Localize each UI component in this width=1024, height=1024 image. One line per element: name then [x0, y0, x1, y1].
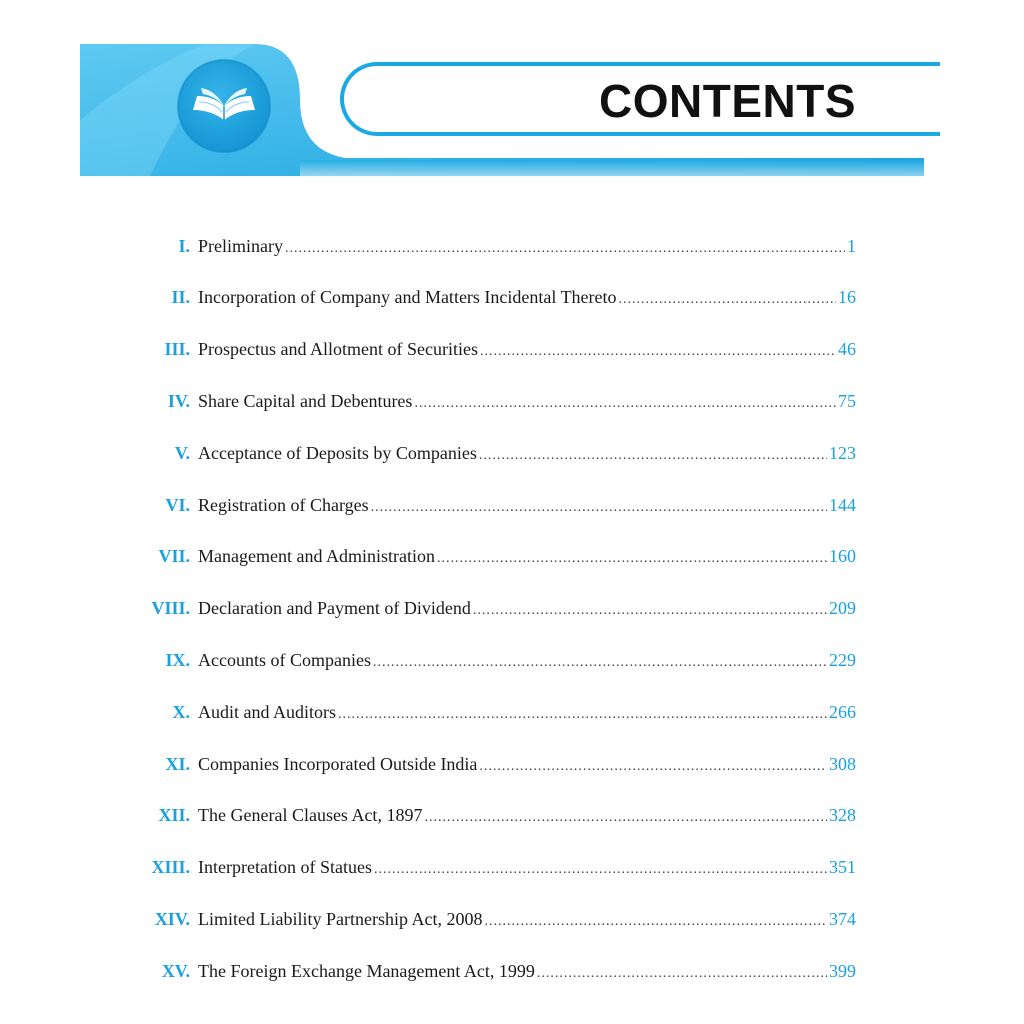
- toc-entry[interactable]: [0, 589, 1024, 629]
- dot-leader: [479, 759, 827, 775]
- toc-entry[interactable]: [0, 330, 1024, 370]
- dot-leader: [437, 551, 827, 567]
- chapter-number: XII.: [158, 805, 190, 826]
- chapter-title: Companies Incorporated Outside India: [198, 753, 478, 774]
- toc-entry-body: [198, 961, 856, 982]
- toc-entry[interactable]: [0, 433, 1024, 473]
- toc-entry[interactable]: [0, 537, 1024, 577]
- dot-leader: [374, 862, 827, 878]
- page-number: 160: [829, 546, 856, 567]
- toc-entry[interactable]: [0, 848, 1024, 888]
- dot-leader: [537, 966, 827, 982]
- dot-leader: [285, 241, 845, 257]
- dot-leader: [479, 448, 827, 464]
- page-number: 46: [838, 339, 856, 360]
- chapter-number: V.: [174, 442, 190, 463]
- chapter-title: Share Capital and Debentures: [198, 390, 413, 411]
- toc-entry-body: [198, 702, 856, 723]
- dot-leader: [424, 810, 827, 826]
- page-number: 144: [829, 494, 856, 515]
- chapter-title: Accounts of Companies: [198, 649, 371, 670]
- chapter-number: VIII.: [151, 598, 190, 619]
- chapter-title: Audit and Auditors: [198, 701, 336, 722]
- chapter-title: The Foreign Exchange Management Act, 1999: [198, 960, 535, 981]
- open-book-icon: [189, 82, 259, 132]
- toc-entry[interactable]: [0, 899, 1024, 939]
- toc-entry-body: [198, 287, 856, 308]
- page-number: 209: [829, 598, 856, 619]
- chapter-number: III.: [164, 339, 190, 360]
- chapter-title: Preliminary: [198, 235, 283, 256]
- toc-entry-body: [198, 495, 856, 516]
- toc-entry-body: [198, 805, 856, 826]
- toc-entry-body: [198, 857, 856, 878]
- chapter-number: VI.: [165, 494, 190, 515]
- chapter-title: The General Clauses Act, 1897: [198, 805, 423, 826]
- toc-entry-body: [198, 443, 856, 464]
- toc-entry[interactable]: [0, 278, 1024, 318]
- toc-entry[interactable]: [0, 951, 1024, 991]
- dot-leader: [473, 603, 827, 619]
- toc-entry-body: [198, 598, 856, 619]
- toc-entry[interactable]: [0, 640, 1024, 680]
- toc-entry[interactable]: [0, 796, 1024, 836]
- toc-entry[interactable]: [0, 692, 1024, 732]
- dot-leader: [619, 292, 836, 308]
- chapter-title: Declaration and Payment of Dividend: [198, 598, 471, 619]
- page-number: 1: [847, 235, 856, 256]
- dot-leader: [373, 655, 827, 671]
- chapter-title: Incorporation of Company and Matters Incidental Thereto: [198, 287, 617, 308]
- chapter-number: XI.: [165, 753, 190, 774]
- page-number: 308: [829, 753, 856, 774]
- dot-leader: [480, 344, 836, 360]
- page-number: 266: [829, 701, 856, 722]
- toc-entry-body: [198, 546, 856, 567]
- toc-entry-body: [198, 650, 856, 671]
- toc-entry-body: [198, 236, 856, 257]
- toc-entry[interactable]: [0, 226, 1024, 266]
- chapter-number: VII.: [158, 546, 190, 567]
- chapter-title: Limited Liability Partnership Act, 2008: [198, 908, 483, 929]
- page-number: 75: [838, 390, 856, 411]
- chapter-number: XIV.: [154, 908, 190, 929]
- toc-entry[interactable]: [0, 744, 1024, 784]
- header-banner: [0, 0, 1024, 200]
- page-number: 123: [829, 442, 856, 463]
- dot-leader: [414, 396, 836, 412]
- chapter-title: Acceptance of Deposits by Companies: [198, 442, 477, 463]
- chapter-number: IV.: [167, 390, 190, 411]
- chapter-number: X.: [172, 701, 190, 722]
- page-number: 374: [829, 908, 856, 929]
- chapter-number: XIII.: [151, 857, 190, 878]
- page-title: CONTENTS: [599, 75, 856, 127]
- chapter-number: II.: [171, 287, 190, 308]
- chapter-number: XV.: [161, 960, 190, 981]
- toc-entry-body: [198, 754, 856, 775]
- page-number: 16: [838, 287, 856, 308]
- toc-entry[interactable]: [0, 381, 1024, 421]
- dot-leader: [338, 707, 827, 723]
- page-number: 399: [829, 960, 856, 981]
- chapter-title: Prospectus and Allotment of Securities: [198, 339, 478, 360]
- page-number: 328: [829, 805, 856, 826]
- page-number: 351: [829, 857, 856, 878]
- chapter-number: I.: [178, 235, 190, 256]
- toc-entry-body: [198, 909, 856, 930]
- dot-leader: [484, 914, 827, 930]
- chapter-title: Registration of Charges: [198, 494, 369, 515]
- chapter-title: Interpretation of Statues: [198, 857, 372, 878]
- dot-leader: [371, 500, 827, 516]
- toc-entry-body: [198, 339, 856, 360]
- chapter-title: Management and Administration: [198, 546, 435, 567]
- toc-entry[interactable]: [0, 485, 1024, 525]
- toc-entry-body: [198, 391, 856, 412]
- page-number: 229: [829, 649, 856, 670]
- chapter-number: IX.: [165, 649, 190, 670]
